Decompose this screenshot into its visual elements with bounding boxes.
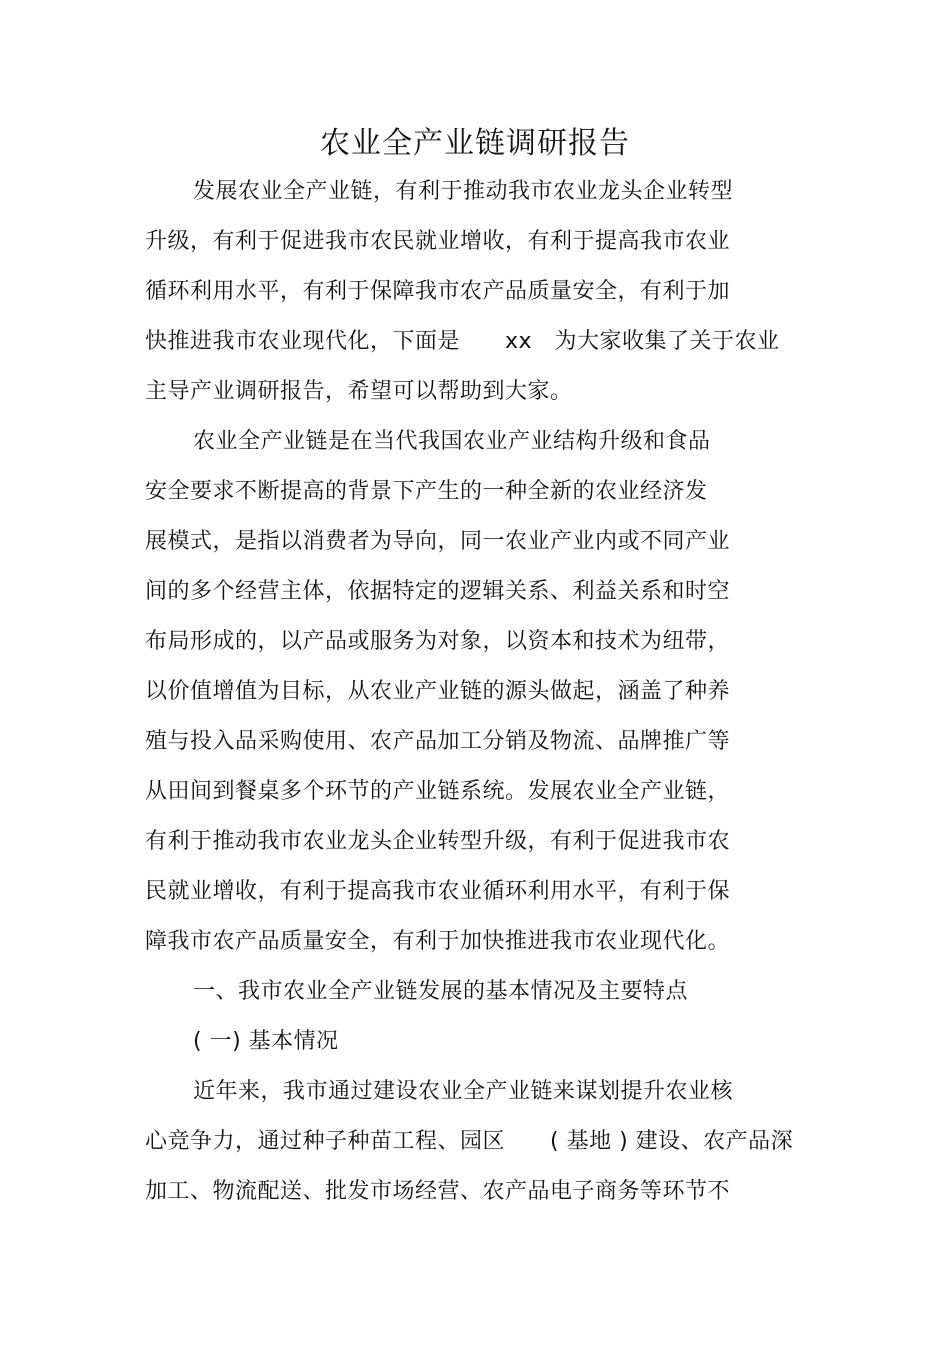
paragraph-line: 展模式，是指以消费者为导向，同一农业产业内或不同产业 bbox=[145, 529, 731, 554]
paragraph-line: 心竞争力，通过种子种苗工程、园区 ( 基地 ) 建设、农产品深 bbox=[145, 1129, 794, 1154]
paragraph-line: 加工、物流配送、批发市场经营、农产品电子商务等环节不 bbox=[145, 1179, 731, 1204]
paragraph-line: 快推进我市农业现代化，下面是 xx 为大家收集了关于农业 bbox=[145, 329, 780, 354]
paragraph-line: 从田间到餐桌多个环节的产业链系统。发展农业全产业链， bbox=[145, 779, 731, 804]
paragraph-line: 发展农业全产业链，有利于推动我市农业龙头企业转型 bbox=[193, 179, 734, 204]
paragraph-line: 民就业增收，有利于提高我市农业循环利用水平，有利于保 bbox=[145, 879, 731, 904]
paragraph-line: 布局形成的，以产品或服务为对象，以资本和技术为纽带， bbox=[145, 629, 731, 654]
paragraph-line: 近年来，我市通过建设农业全产业链来谋划提升农业核 bbox=[193, 1079, 734, 1104]
document-title: 农业全产业链调研报告 bbox=[320, 126, 630, 161]
paragraph-line: 障我市农产品质量安全，有利于加快推进我市农业现代化。 bbox=[145, 929, 731, 954]
paragraph-line: 循环利用水平，有利于保障我市农产品质量安全，有利于加 bbox=[145, 279, 731, 304]
paragraph-line: 农业全产业链是在当代我国农业产业结构升级和食品 bbox=[193, 429, 711, 454]
paragraph-line: 安全要求不断提高的背景下产生的一种全新的农业经济发 bbox=[145, 479, 708, 504]
section-heading: 一、我市农业全产业链发展的基本情况及主要特点 bbox=[193, 979, 689, 1004]
subsection-heading: ( 一) 基本情况 bbox=[193, 1029, 339, 1054]
paragraph-line: 升级，有利于促进我市农民就业增收，有利于提高我市农业 bbox=[145, 229, 731, 254]
paragraph-line: 主导产业调研报告，希望可以帮助到大家。 bbox=[145, 379, 573, 404]
paragraph-line: 有利于推动我市农业龙头企业转型升级，有利于促进我市农 bbox=[145, 829, 731, 854]
paragraph-line: 间的多个经营主体，依据特定的逻辑关系、利益关系和时空 bbox=[145, 579, 731, 604]
paragraph-line: 殖与投入品采购使用、农产品加工分销及物流、品牌推广等 bbox=[145, 729, 731, 754]
paragraph-line: 以价值增值为目标，从农业产业链的源头做起，涵盖了种养 bbox=[145, 679, 731, 704]
